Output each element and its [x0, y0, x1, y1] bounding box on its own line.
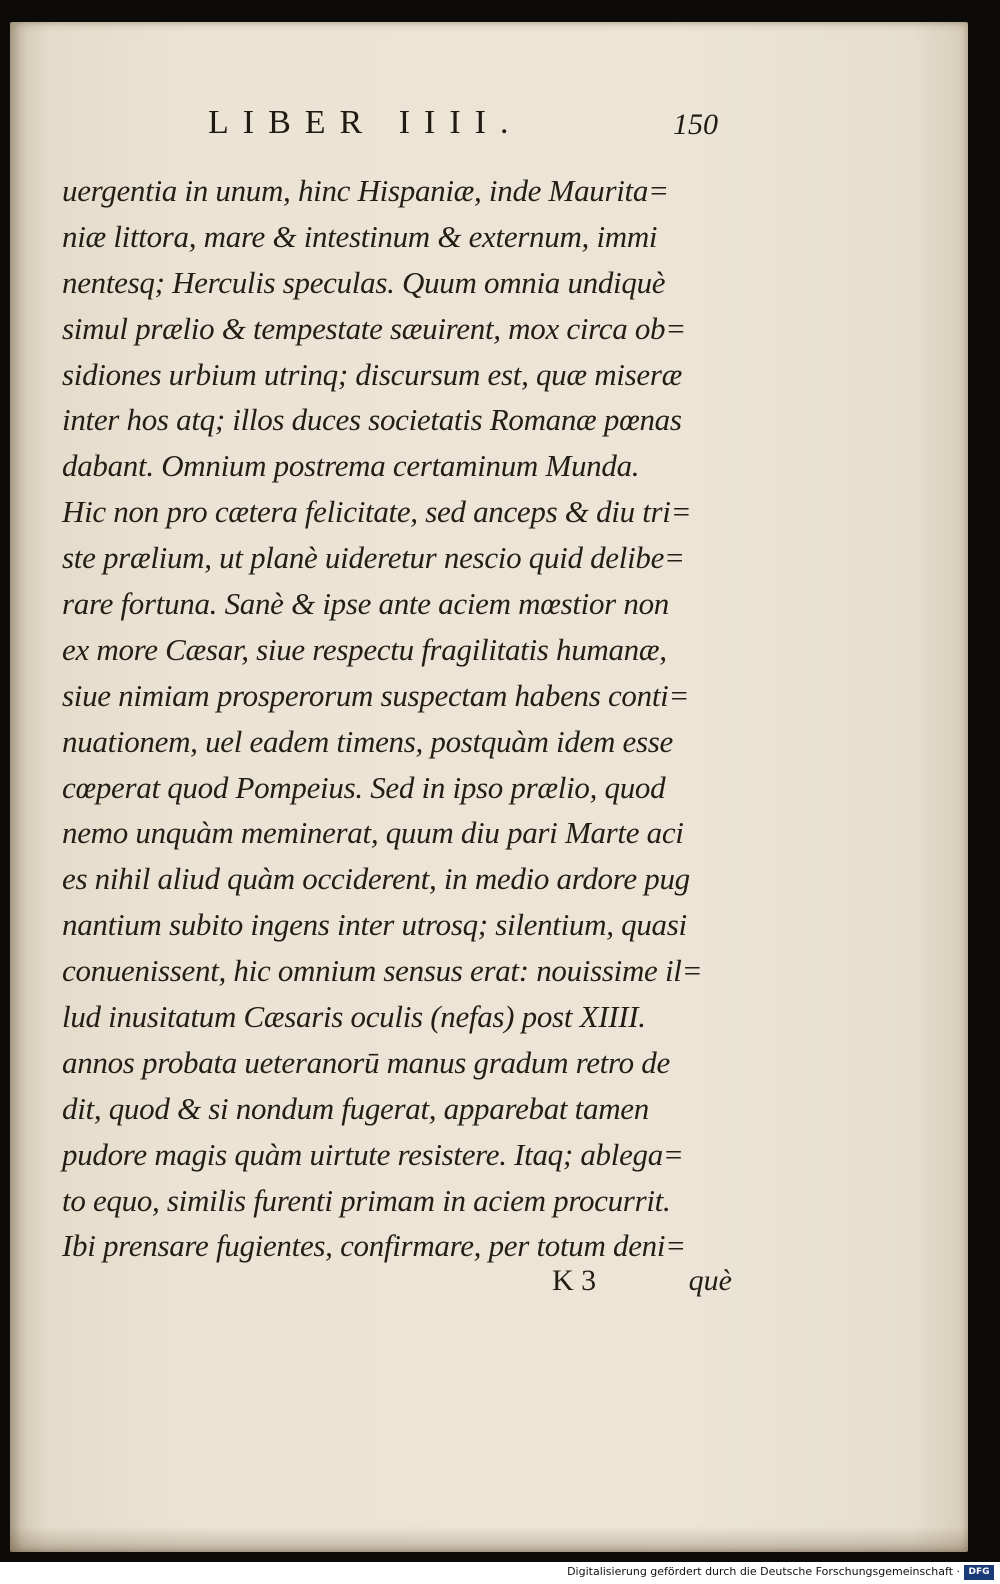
text-line: siue nimiam prosperorum suspectam habens conti= — [62, 677, 690, 713]
text-line: es nihil aliud quàm occiderent, in medio ardore pug — [62, 861, 690, 897]
text-line: ste prælium, ut planè uideretur nescio quid delibe= — [62, 540, 685, 576]
running-title: LIBER IIII. — [208, 104, 523, 141]
text-line: nentesq; Herculis speculas. Quum omnia undiquè — [62, 264, 666, 300]
text-line: Hic non pro cætera felicitate, sed anceps & diu tri= — [62, 494, 692, 530]
text-line: ex more Cæsar, siue respectu fragilitatis humanæ, — [62, 631, 667, 667]
catchword: què — [688, 1264, 732, 1297]
text-line: conuenissent, hic omnium sensus erat: nouissime il= — [62, 953, 703, 989]
text-block — [62, 168, 732, 1269]
text-line: cœperat quod Pompeius. Sed in ipso prælio, quod — [62, 769, 666, 805]
page-edge-shadow — [10, 1526, 968, 1552]
text-line: to equo, similis furenti primam in aciem procurrit. — [62, 1182, 671, 1218]
text-line: uergentia in unum, hinc Hispaniæ, inde Maurita= — [62, 173, 669, 208]
text-line: rare fortuna. Sanè & ipse ante aciem mœstior non — [62, 586, 669, 622]
text-line: Ibi prensare fugientes, confirmare, per totum deni= — [62, 1228, 686, 1264]
book-page — [10, 22, 968, 1552]
text-line: dit, quod & si nondum fugerat, apparebat tamen — [62, 1090, 649, 1126]
funding-credit: Digitalisierung gefördert durch die Deutsche Forschungsgemeinschaft · — [567, 1565, 960, 1578]
catchline — [62, 1264, 732, 1308]
text-line: lud inusitatum Cæsaris oculis (nefas) post XIIII. — [62, 999, 646, 1035]
text-line: nemo unquàm meminerat, quum diu pari Marte aci — [62, 815, 684, 851]
dfg-logo-icon: DFG — [964, 1565, 994, 1580]
text-line: pudore magis quàm uirtute resistere. Itaq; ablega= — [62, 1136, 684, 1172]
running-head — [58, 86, 718, 146]
text-line: niæ littora, mare & intestinum & externum, immi — [62, 218, 658, 254]
text-line: inter hos atq; illos duces societatis Romanæ pœnas — [62, 402, 682, 438]
text-line: sidiones urbium utrinq; discursum est, quæ miseræ — [62, 356, 682, 392]
text-line: dabant. Omnium postrema certaminum Munda. — [62, 448, 640, 484]
credit-bar — [0, 1562, 1000, 1584]
folio-number: 150 — [673, 108, 718, 141]
text-line: annos probata ueteranorū manus gradum retro de — [62, 1044, 670, 1080]
text-line: nuationem, uel eadem timens, postquàm idem esse — [62, 723, 673, 759]
text-line: simul prælio & tempestate sæuirent, mox circa ob= — [62, 310, 686, 346]
signature-mark: K 3 — [552, 1264, 597, 1297]
text-line: nantium subito ingens inter utrosq; silentium, quasi — [62, 907, 687, 943]
